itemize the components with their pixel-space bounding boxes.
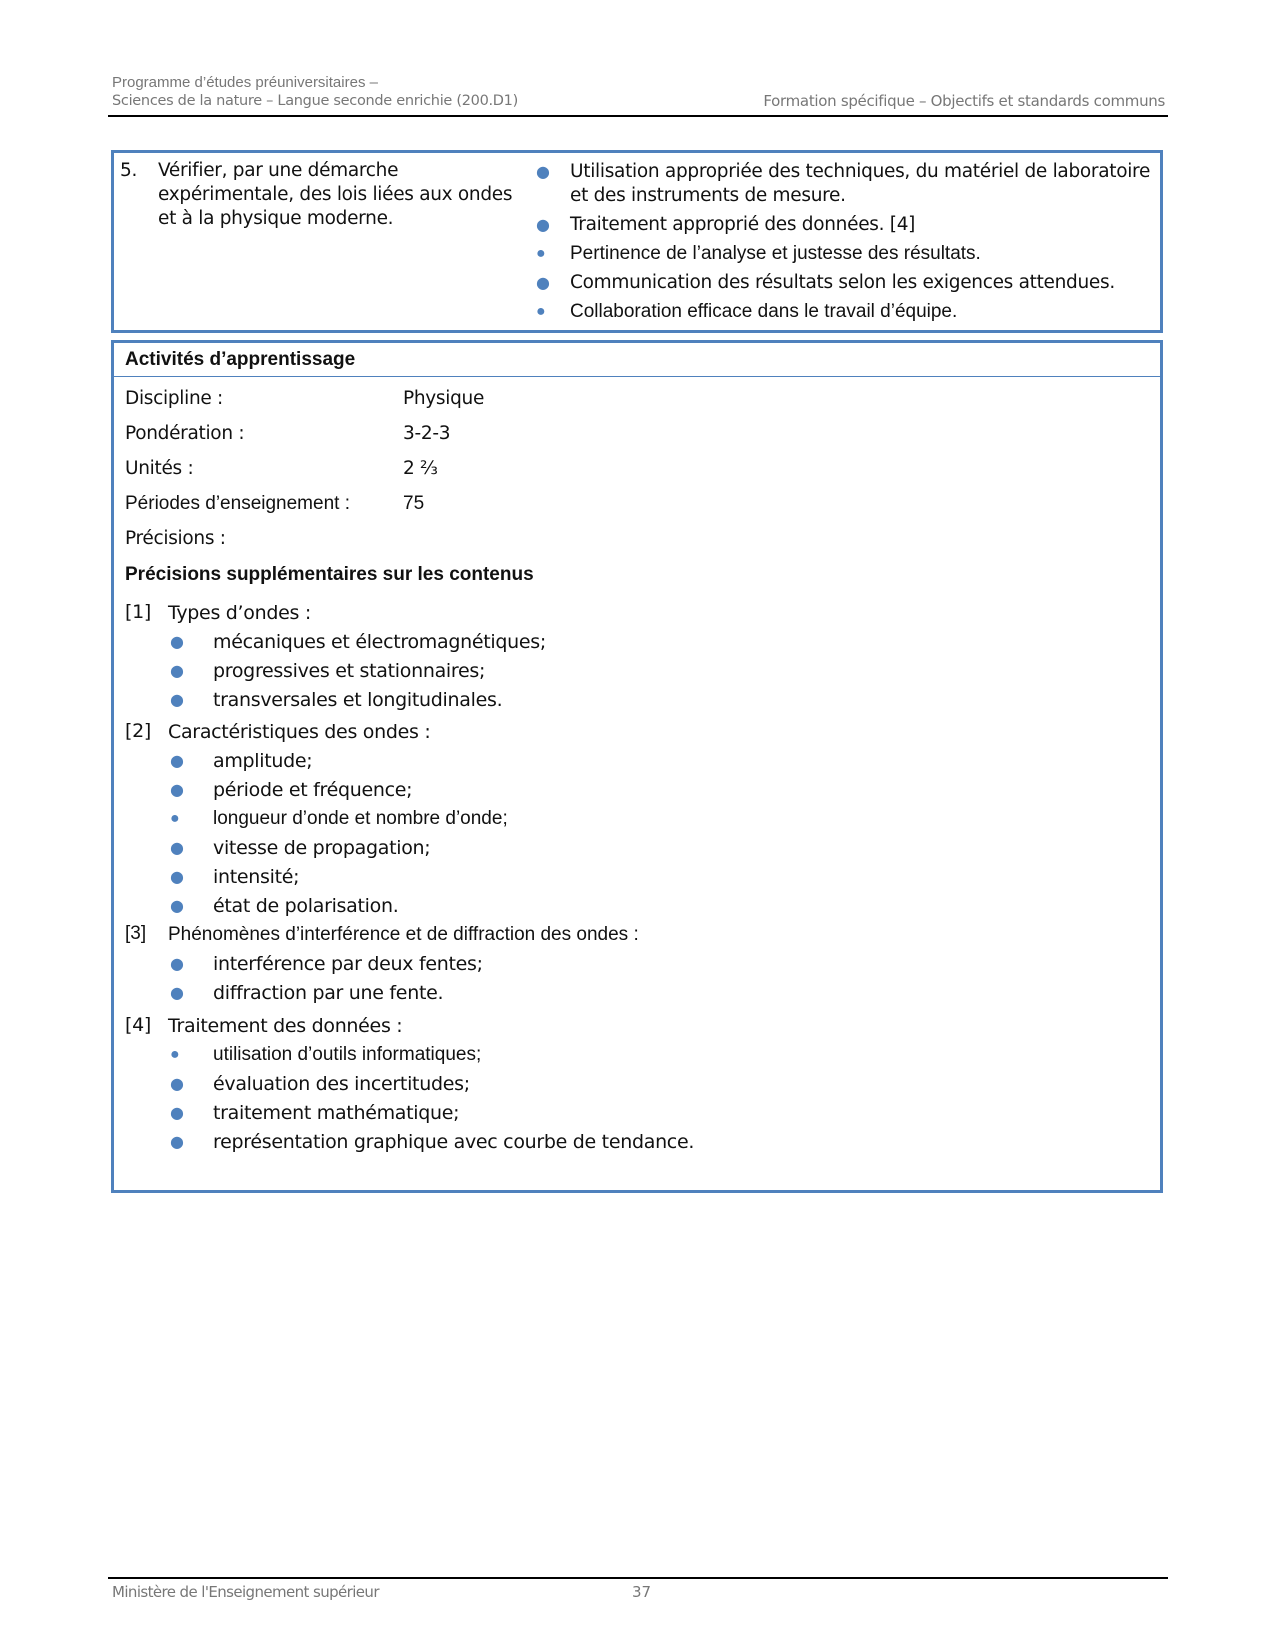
bullet-icon: ● <box>170 780 184 799</box>
bullet-icon: ● <box>170 1046 180 1063</box>
bullet-icon: ● <box>170 954 184 973</box>
page-header <box>112 73 1165 111</box>
bullet-icon: ● <box>170 661 184 680</box>
precisions-title: Précisions supplémentaires sur les contenus <box>125 564 534 585</box>
objective-text: Vérifier, par une démarche expérimentale, des lois liées aux ondes et à la physique moderne. <box>158 160 513 229</box>
field-label: Pondération : <box>125 423 245 444</box>
bullet-icon: ● <box>170 896 184 915</box>
objective-box <box>111 150 1163 333</box>
list-item: ● amplitude; <box>170 750 313 772</box>
content-section-4 <box>125 1014 1125 1159</box>
field-label: Précisions : <box>125 528 226 549</box>
bullet-icon: ● <box>170 1132 184 1151</box>
criterion-item: ● Traitement approprié des données. [4] <box>536 214 916 235</box>
bullet-icon: ● <box>170 810 180 827</box>
field-value: 2 ⅔ <box>403 458 438 479</box>
list-item: ● période et fréquence; <box>170 779 413 801</box>
section-items <box>125 952 1125 1005</box>
objective-number: 5. <box>120 160 138 181</box>
field-label: Périodes d’enseignement : <box>125 493 350 514</box>
bullet-icon: ● <box>170 983 184 1002</box>
list-item: ● état de polarisation. <box>170 895 399 917</box>
section-ref: [3] <box>125 923 147 944</box>
section-title: Activités d’apprentissage <box>114 343 1160 377</box>
list-item: ● diffraction par une fente. <box>170 982 444 1004</box>
section-heading: Caractéristiques des ondes : <box>168 721 431 743</box>
field-value: 75 <box>403 493 425 514</box>
header-divider <box>108 115 1168 117</box>
bullet-icon: ● <box>170 838 184 857</box>
learning-activities-box <box>111 340 1163 1193</box>
header-line-1: Programme d’études préuniversitaires – <box>112 74 378 91</box>
section-ref: [4] <box>125 1014 152 1036</box>
list-item: ● interférence par deux fentes; <box>170 953 483 975</box>
section-items <box>125 1043 1125 1154</box>
field-label: Discipline : <box>125 388 223 409</box>
bullet-icon: ● <box>170 1074 184 1093</box>
list-item: ● vitesse de propagation; <box>170 837 431 859</box>
bullet-icon: ● <box>170 632 184 651</box>
bullet-icon: ● <box>170 751 184 770</box>
section-heading: Types d’ondes : <box>168 602 311 624</box>
criterion-item: ● Utilisation appropriée des techniques, du matériel de laboratoire et des instruments de mesure. <box>536 161 1151 206</box>
section-ref: [2] <box>125 720 152 742</box>
bullet-icon: ● <box>536 215 550 234</box>
field-label: Unités : <box>125 458 194 479</box>
list-item: ● évaluation des incertitudes; <box>170 1073 470 1095</box>
list-item: ● traitement mathématique; <box>170 1102 460 1124</box>
list-item: ● représentation graphique avec courbe de tendance. <box>170 1131 695 1153</box>
bullet-icon: ● <box>536 303 546 320</box>
bullet-icon: ● <box>170 690 184 709</box>
list-item: ● utilisation d’outils informatiques; <box>170 1044 482 1065</box>
content-section-3 <box>125 923 1125 1010</box>
section-items <box>125 630 1125 712</box>
field-value: 3-2-3 <box>403 423 451 444</box>
objective-statement <box>120 159 520 231</box>
section-items <box>125 749 1125 918</box>
list-item: ● longueur d’onde et nombre d’onde; <box>170 808 508 829</box>
bullet-icon: ● <box>536 245 546 262</box>
criterion-item: ● Communication des résultats selon les exigences attendues. <box>536 272 1115 293</box>
bullet-icon: ● <box>536 273 550 292</box>
bullet-icon: ● <box>170 867 184 886</box>
section-heading: Phénomènes d’interférence et de diffraction des ondes : <box>168 924 639 945</box>
criterion-item: ● Pertinence de l’analyse et justesse des résultats. <box>536 243 981 264</box>
list-item: ● transversales et longitudinales. <box>170 689 503 711</box>
section-ref: [1] <box>125 601 152 623</box>
bullet-icon: ● <box>170 1103 184 1122</box>
content-section-1 <box>125 601 1125 717</box>
header-section: Formation spécifique – Objectifs et standards communs <box>763 92 1165 110</box>
performance-criteria-list <box>534 160 1154 329</box>
field-value: Physique <box>403 388 485 409</box>
bullet-icon: ● <box>536 162 550 181</box>
page-number: 37 <box>632 1583 652 1601</box>
criterion-item: ● Collaboration efficace dans le travail d’équipe. <box>536 301 958 322</box>
section-heading: Traitement des données : <box>168 1015 403 1037</box>
footer-ministry: Ministère de l'Enseignement supérieur <box>112 1583 379 1601</box>
header-line-2: Sciences de la nature – Langue seconde enrichie (200.D1) <box>112 93 518 109</box>
list-item: ● intensité; <box>170 866 300 888</box>
list-item: ● mécaniques et électromagnétiques; <box>170 631 546 653</box>
content-section-2 <box>125 720 1125 923</box>
footer-divider <box>108 1577 1168 1579</box>
list-item: ● progressives et stationnaires; <box>170 660 486 682</box>
